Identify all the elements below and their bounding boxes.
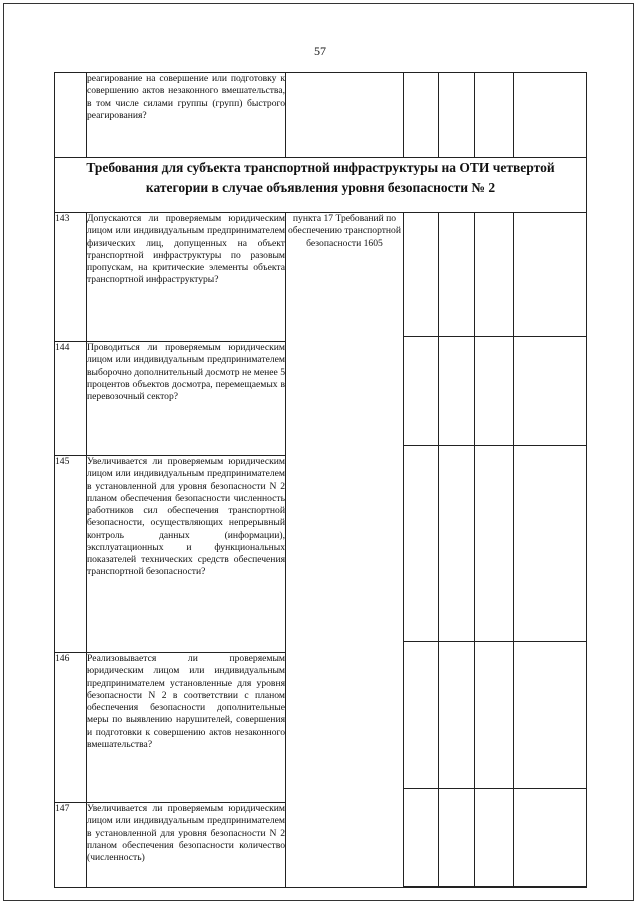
question-cell: Допускаются ли проверяемым юридическим лицом или индивидуальным предпринимателем физических лиц, допущенных на объект транспортной инфраструктуры по разовым пропускам, на критические элементы объекта транспортной инфраструктуры? <box>87 213 286 342</box>
section-heading-row <box>55 158 587 213</box>
table-row <box>55 213 587 337</box>
row-number-cell <box>55 73 87 158</box>
table-row-continuation <box>55 73 587 158</box>
question-cell: Реализовывается ли проверяемым юридическим лицом или индивидуальным предпринимателем установленные для уровня безопасности N 2 в соответствии с планом обеспечения безопасности дополнительные меры по выявлению нарушителей, совершения и подготовки к совершению актов незаконного вмешательства? <box>87 653 286 803</box>
question-cell: Увеличивается ли проверяемым юридическим лицом или индивидуальным предпринимателем в установленной для уровня безопасности N 2 планом обеспечения безопасности численность работников сил обеспечения транспортной безопасности, осуществляющих непрерывный контроль данных (информации), эксплуатационных и функциональных показателей технических средств обеспечения транспортной безопасности? <box>87 456 286 653</box>
section-heading: Требования для субъекта транспортной инфраструктуры на ОТИ четвертой категории в случае объявления уровня безопасности № 2 <box>55 158 587 213</box>
requirement-reference: пункта 17 Требований по обеспечению транспортной безопасности 1605 <box>286 213 404 888</box>
row-number: 147 <box>55 803 87 888</box>
page-number: 57 <box>314 44 326 58</box>
question-cell: Увеличивается ли проверяемым юридическим лицом или индивидуальным предпринимателем в установленной для уровня безопасности N 2 планом обеспечения безопасности количество (численность) <box>87 803 286 888</box>
requirements-table <box>54 72 587 888</box>
row-number: 145 <box>55 456 87 653</box>
question-cell: Проводиться ли проверяемым юридическим лицом или индивидуальным предпринимателем выборочно дополнительный досмотр не менее 5 процентов объектов досмотра, перемещаемых в перевозочный сектор? <box>87 342 286 456</box>
row-number: 146 <box>55 653 87 803</box>
row-number: 143 <box>55 213 87 342</box>
question-cell: реагирование на совершение или подготовку к совершению актов незаконного вмешательства, в том числе силами группы (групп) быстрого реагирования? <box>87 73 286 158</box>
row-number: 144 <box>55 342 87 456</box>
